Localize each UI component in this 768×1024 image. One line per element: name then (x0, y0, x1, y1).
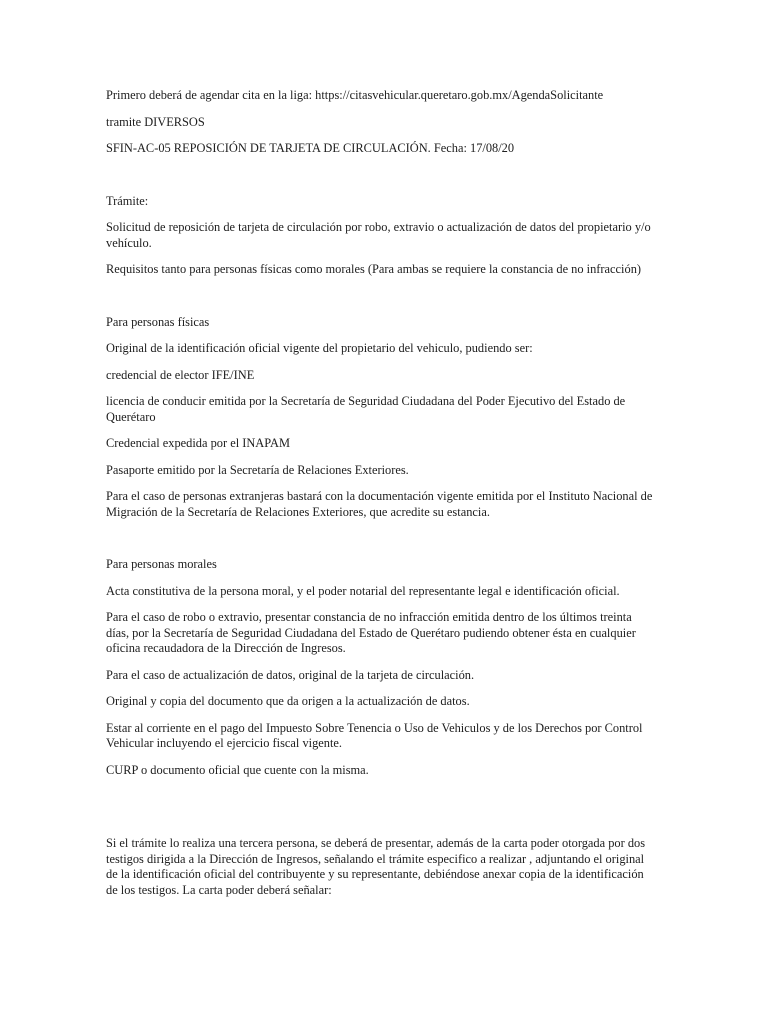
foreigners-paragraph (106, 489, 666, 520)
appointment-paragraph (106, 88, 666, 104)
original-copy-text: Original y copia del documento que da origen a la actualización de datos. (106, 694, 470, 708)
original-copy-paragraph (106, 694, 666, 710)
requirements-intro-paragraph (106, 262, 666, 278)
inapam-text: Credencial expedida por el INAPAM (106, 436, 290, 450)
moral-persons-heading: Para personas morales (106, 557, 217, 571)
drivers-license-line-1: licencia de conducir emitida por la Secretaría de Seguridad Ciudadana del Poder Ejecutivo del Estado de (106, 394, 626, 408)
moral-persons-heading-paragraph (106, 557, 666, 573)
ife-ine-paragraph (106, 368, 666, 384)
third-party-paragraph (106, 836, 666, 898)
tax-line-1: Estar al corriente en el pago del Impuesto Sobre Tenencia o Uso de Vehiculos y de los Derechos por Control (106, 720, 643, 735)
drivers-license-paragraph (106, 394, 666, 425)
theft-loss-paragraph (106, 610, 666, 657)
id-original-paragraph (106, 341, 666, 357)
tax-line-2: Vehicular incluyendo el ejercicio fiscal vigente. (106, 736, 343, 750)
foreigners-line-1: Para el caso de personas extranjeras bastará con la documentación vigente emitida por el Instituto Nacional de (106, 489, 653, 503)
document-body (106, 88, 666, 898)
passport-paragraph (106, 463, 666, 479)
tramite-heading-paragraph (106, 194, 666, 210)
third-party-line-2: testigos dirigida a la Dirección de Ingresos, señalando el trámite especifico a realizar , adjuntando el original (106, 851, 645, 866)
id-original-text: Original de la identificación oficial vigente del propietario del vehiculo, pudiendo ser: (106, 341, 533, 355)
data-update-text: Para el caso de actualización de datos, original de la tarjeta de circulación. (106, 667, 475, 682)
theft-loss-line-2: días, por la Secretaría de Seguridad Ciudadana del Estado de Querétaro pudiendo obtener ésta en cualquier (106, 625, 636, 640)
third-party-line-1: Si el trámite lo realiza una tercera persona, se deberá de presentar, además de la carta poder otorgada por dos (106, 836, 646, 850)
theft-loss-line-3: oficina recaudadora de la Dirección de Ingresos. (106, 641, 346, 655)
drivers-license-line-2: Querétaro (106, 409, 156, 424)
procedure-type-paragraph (106, 115, 666, 131)
physical-persons-heading: Para personas físicas (106, 314, 210, 329)
procedure-type-text: tramite DIVERSOS (106, 114, 205, 129)
request-description-line-2: vehículo. (106, 235, 152, 250)
data-update-paragraph (106, 668, 666, 684)
physical-persons-heading-paragraph (106, 315, 666, 331)
tramite-heading: Trámite: (106, 193, 149, 208)
request-description-paragraph (106, 220, 666, 251)
procedure-code-paragraph (106, 141, 666, 157)
ife-ine-text: credencial de elector IFE/INE (106, 367, 255, 382)
curp-text: CURP o documento oficial que cuente con la misma. (106, 762, 369, 777)
curp-paragraph (106, 763, 666, 779)
third-party-line-3: de la identificación oficial del contribuyente y su representante, debiéndose anexar copia de la identificación (106, 867, 644, 881)
appointment-link-text: Primero deberá de agendar cita en la liga: https://citasvehicular.queretaro.gob.mx/AgendaSolicitante (106, 88, 604, 102)
constitutive-act-paragraph (106, 584, 666, 600)
theft-loss-line-1: Para el caso de robo o extravio, presentar constancia de no infracción emitida dentro de los últimos treinta (106, 610, 632, 624)
passport-text: Pasaporte emitido por la Secretaría de Relaciones Exteriores. (106, 462, 409, 477)
request-description-line-1: Solicitud de reposición de tarjeta de circulación por robo, extravio o actualización de datos del propietario y/o (106, 220, 651, 234)
procedure-code-title: SFIN-AC-05 REPOSICIÓN DE TARJETA DE CIRCULACIÓN. Fecha: 17/08/20 (106, 141, 515, 155)
inapam-paragraph (106, 436, 666, 452)
foreigners-line-2: Migración de la Secretaría de Relaciones Exteriores, que acredite su estancia. (106, 504, 490, 519)
third-party-line-4: de los testigos. La carta poder deberá señalar: (106, 882, 332, 897)
tax-paragraph (106, 721, 666, 752)
requirements-intro: Requisitos tanto para personas físicas como morales (Para ambas se requiere la constancia de no infracción) (106, 262, 642, 276)
constitutive-act-text: Acta constitutiva de la persona moral, y el poder notarial del representante legal e identificación oficial. (106, 583, 620, 598)
